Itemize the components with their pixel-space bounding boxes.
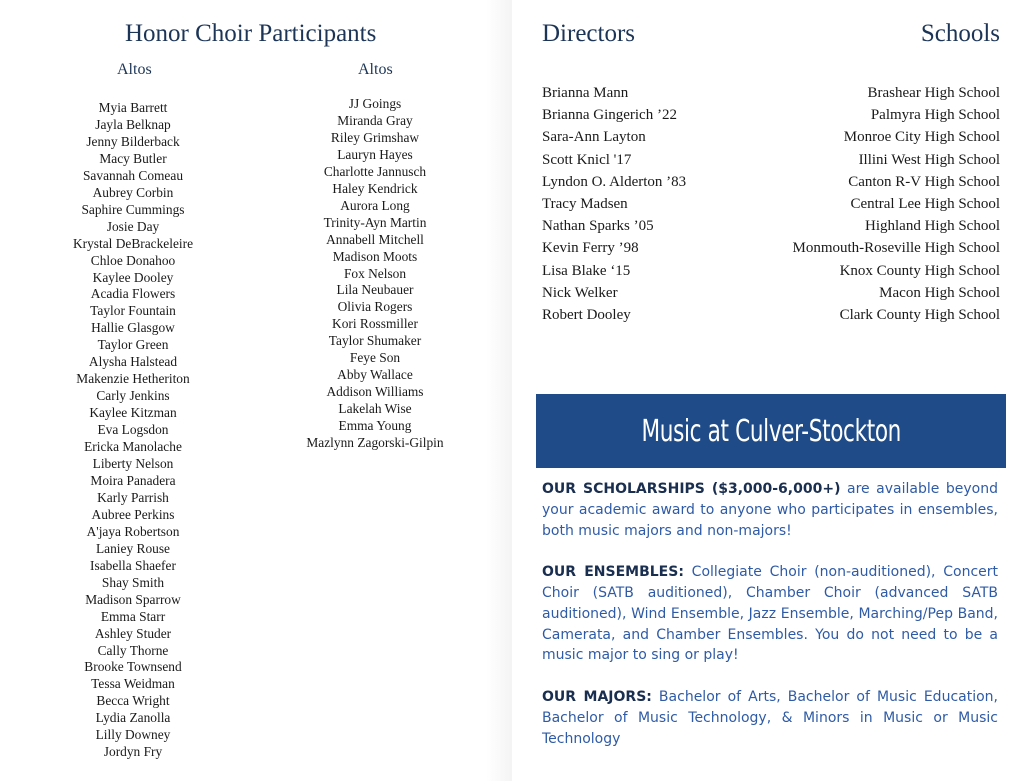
participant-name: Shay Smith bbox=[101, 574, 165, 590]
music-info bbox=[542, 479, 998, 770]
participant-name: Taylor Shumaker bbox=[328, 333, 422, 349]
ensembles-label: OUR ENSEMBLES: bbox=[542, 564, 684, 581]
participant-name: Taylor Fountain bbox=[90, 303, 176, 319]
column2-heading: Altos bbox=[358, 61, 393, 78]
participant-name: Charlotte Jannusch bbox=[323, 163, 427, 179]
participant-name: Hallie Glasgow bbox=[91, 320, 175, 336]
school-name: Monroe City High School bbox=[843, 129, 1000, 146]
director-name: Nick Welker bbox=[542, 284, 618, 301]
schools-list bbox=[793, 82, 1001, 326]
altos-list-1 bbox=[18, 100, 248, 761]
column1-heading: Altos bbox=[117, 61, 152, 78]
participant-name: Karly Parrish bbox=[97, 489, 169, 505]
participant-name: Haley Kendrick bbox=[332, 180, 418, 196]
participant-name: Krystal DeBrackeleire bbox=[72, 235, 194, 251]
participant-name: Eva Logsdon bbox=[97, 422, 169, 438]
majors-paragraph bbox=[542, 687, 998, 749]
participant-name: Becca Wright bbox=[96, 693, 170, 709]
director-name: Nathan Sparks ’05 bbox=[542, 218, 654, 235]
participant-name: Abby Wallace bbox=[337, 367, 413, 383]
banner-title: Music at Culver-Stockton bbox=[641, 413, 901, 449]
school-name: Brashear High School bbox=[867, 85, 1000, 101]
director-name: Sara-Ann Layton bbox=[542, 129, 646, 146]
directors-title: Directors bbox=[542, 20, 636, 47]
participant-name: Savannah Comeau bbox=[82, 167, 184, 183]
participant-name: JJ Goings bbox=[348, 96, 402, 111]
participant-name: Fox Nelson bbox=[343, 265, 407, 281]
majors-label: OUR MAJORS: bbox=[542, 688, 652, 705]
participant-name: Moira Panadera bbox=[90, 472, 176, 488]
school-name: Highland High School bbox=[865, 218, 1000, 235]
participant-name: Makenzie Hetheriton bbox=[76, 371, 190, 387]
director-name: Brianna Mann bbox=[542, 85, 629, 101]
participant-name: Ashley Studer bbox=[94, 625, 172, 641]
participant-name: Laniey Rouse bbox=[95, 540, 170, 556]
school-name: Illini West High School bbox=[858, 151, 1000, 168]
participant-name: Brooke Townsend bbox=[84, 659, 182, 675]
scholarships-paragraph bbox=[542, 479, 998, 541]
participant-name: Cally Thorne bbox=[97, 642, 169, 658]
participant-name: Madison Sparrow bbox=[85, 591, 181, 607]
school-name: Clark County High School bbox=[839, 307, 1000, 324]
scholarships-label: OUR SCHOLARSHIPS ($3,000-6,000+) bbox=[542, 481, 841, 497]
participant-name: Alysha Halstead bbox=[88, 354, 178, 370]
participant-name: Myia Barrett bbox=[98, 100, 168, 115]
participant-name: Saphire Cummings bbox=[81, 201, 185, 217]
school-name: Canton R-V High School bbox=[848, 173, 1000, 190]
participant-name: Aubree Perkins bbox=[91, 506, 175, 522]
participant-name: Jenny Bilderback bbox=[86, 133, 180, 149]
director-name: Tracy Madsen bbox=[542, 196, 628, 213]
participant-name: Josie Day bbox=[106, 218, 160, 234]
schools-title: Schools bbox=[920, 20, 1000, 47]
participant-name: Addison Williams bbox=[326, 384, 424, 400]
majors-text: Bachelor of Arts, Bachelor of Music Education, Bachelor of Music Technology, & Minors in Music or Music Technology bbox=[542, 688, 998, 747]
participant-name: Tessa Weidman bbox=[91, 676, 175, 692]
participant-name: Aubrey Corbin bbox=[92, 184, 174, 200]
director-name: Robert Dooley bbox=[542, 307, 631, 324]
participant-name: Olivia Rogers bbox=[337, 299, 413, 315]
director-name: Scott Knicl '17 bbox=[542, 151, 632, 168]
participant-name: Feye Son bbox=[349, 350, 401, 366]
altos-list-2 bbox=[260, 96, 490, 452]
participant-name: Liberty Nelson bbox=[92, 456, 174, 472]
music-banner bbox=[536, 394, 1006, 468]
participant-name: Jayla Belknap bbox=[95, 116, 171, 132]
participant-name: Lydia Zanolla bbox=[95, 710, 171, 726]
school-name: Palmyra High School bbox=[870, 107, 1000, 124]
participant-name: Emma Starr bbox=[100, 608, 166, 624]
participant-name: Jordyn Fry bbox=[103, 744, 163, 760]
participant-name: Kaylee Dooley bbox=[92, 269, 174, 285]
participant-name: Acadia Flowers bbox=[90, 286, 176, 302]
participant-name: Aurora Long bbox=[340, 197, 410, 213]
participant-name: Kaylee Kitzman bbox=[89, 405, 177, 421]
participant-name: Trinity-Ayn Martin bbox=[323, 214, 427, 230]
ensembles-text: Collegiate Choir (non-auditioned), Concert Choir (SATB auditioned), Chamber Choir (advanced SATB auditioned), Wind Ensemble, Jazz Ensemble, Marching/Pep Band, Camerata, and Chamber Ensembles. You do not need to be a music major to sing or play! bbox=[542, 564, 999, 664]
directors-list bbox=[542, 82, 686, 326]
director-name: Lyndon O. Alderton ’83 bbox=[542, 173, 687, 190]
director-name: Kevin Ferry ’98 bbox=[542, 240, 639, 257]
participant-name: Macy Butler bbox=[99, 150, 167, 166]
participant-name: Lila Neubauer bbox=[336, 282, 414, 298]
participant-name: Taylor Green bbox=[97, 337, 169, 353]
participant-name: Emma Young bbox=[338, 418, 412, 434]
school-name: Central Lee High School bbox=[850, 196, 1000, 213]
participant-name: Madison Moots bbox=[332, 248, 418, 264]
director-name: Lisa Blake ‘15 bbox=[542, 262, 631, 279]
participant-name: Kori Rossmiller bbox=[332, 316, 418, 332]
participant-name: Lauryn Hayes bbox=[337, 146, 413, 162]
school-name: Macon High School bbox=[879, 284, 1000, 301]
participant-name: Annabell Mitchell bbox=[326, 231, 424, 247]
school-name: Monmouth-Roseville High School bbox=[792, 240, 1000, 257]
participant-name: Chloe Donahoo bbox=[90, 252, 176, 268]
participant-name: A'jaya Robertson bbox=[86, 523, 180, 539]
participant-name: Isabella Shaefer bbox=[90, 557, 176, 573]
participant-name: Miranda Gray bbox=[337, 112, 413, 128]
honor-choir-title: Honor Choir Participants bbox=[125, 20, 377, 47]
participant-name: Ericka Manolache bbox=[84, 439, 182, 455]
participant-name: Riley Grimshaw bbox=[330, 129, 420, 145]
participant-name: Lakelah Wise bbox=[338, 401, 412, 417]
scholarships-text: are available beyond your academic award to anyone who participates in ensembles, both music majors and non-majors! bbox=[542, 481, 998, 539]
participant-name: Carly Jenkins bbox=[96, 388, 170, 404]
participant-name: Lilly Downey bbox=[95, 727, 171, 743]
ensembles-paragraph bbox=[542, 562, 998, 666]
participant-name: Mazlynn Zagorski-Gilpin bbox=[306, 435, 444, 451]
director-name: Brianna Gingerich ’22 bbox=[542, 107, 677, 124]
school-name: Knox County High School bbox=[839, 262, 1000, 279]
